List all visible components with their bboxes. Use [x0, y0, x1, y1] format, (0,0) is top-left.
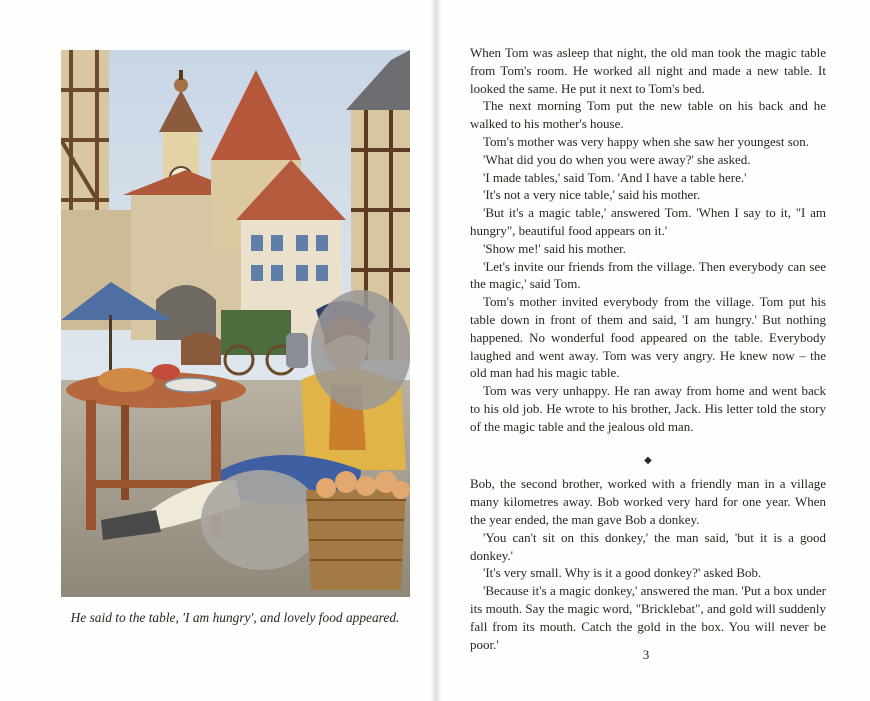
paragraph: 'But it's a magic table,' answered Tom. 'When I say to it, "I am hungry", beautiful food appears on it.' [470, 205, 826, 238]
paragraph: The next morning Tom put the new table on his back and he walked to his mother's house. [470, 98, 826, 132]
paragraph: 'It's very small. Why is it a good donkey?' asked Bob. [483, 565, 762, 581]
section-divider-icon: ◆ [644, 454, 652, 466]
page-number: 3 [642, 647, 650, 662]
paragraph: 'I made tables,' said Tom. 'And I have a table here.' [483, 169, 747, 185]
illustration [61, 50, 410, 597]
left-page [0, 0, 434, 701]
paragraph: 'Let's invite our friends from the village. Then everybody can see the magic,' said Tom. [470, 258, 826, 292]
paragraph: 'Because it's a magic donkey,' answered the man. 'Put a box under its mouth. Say the magic word, "Bricklebat", and gold will suddenly fall from its mouth. Catch the gold in the box. You will never be poor.' [470, 583, 826, 652]
market-scene-image [61, 50, 410, 597]
paragraph: When Tom was asleep that night, the old man took the magic table from Tom's room. He worked all night and made a new table. It looked the same. He put it next to Tom's bed. [470, 45, 826, 96]
paragraph: 'You can't sit on this donkey,' the man said, 'but it is a good donkey.' [470, 529, 826, 563]
book-gutter [430, 0, 442, 701]
illustration-caption: He said to the table, 'I am hungry', and lovely food appeared. [70, 610, 400, 625]
paragraph: 'It's not a very nice table,' said his mother. [483, 187, 701, 203]
paragraph: 'Show me!' said his mother. [483, 240, 626, 256]
paragraph: Tom's mother invited everybody from the village. Tom put his table down in front of them and said, 'I am hungry.' But nothing happened. No wonderful food appeared on the table. Everybody laughed and went away. Tom was very angry. He knew now – the old man had his magic table. [470, 294, 826, 381]
paragraph: Tom's mother was very happy when she saw her youngest son. [483, 133, 810, 149]
paragraph: Bob, the second brother, worked with a friendly man in a village many kilometres away. Bob worked very hard for one year. When the year ended, the man gave Bob a donkey. [470, 476, 826, 527]
paragraph: 'What did you do when you were away?' she asked. [483, 151, 751, 167]
paragraph: Tom was very unhappy. He ran away from home and went back to his old job. He wrote to his brother, Jack. His letter told the story of the magic table and the jealous old man. [470, 383, 826, 434]
story-text [470, 44, 826, 653]
